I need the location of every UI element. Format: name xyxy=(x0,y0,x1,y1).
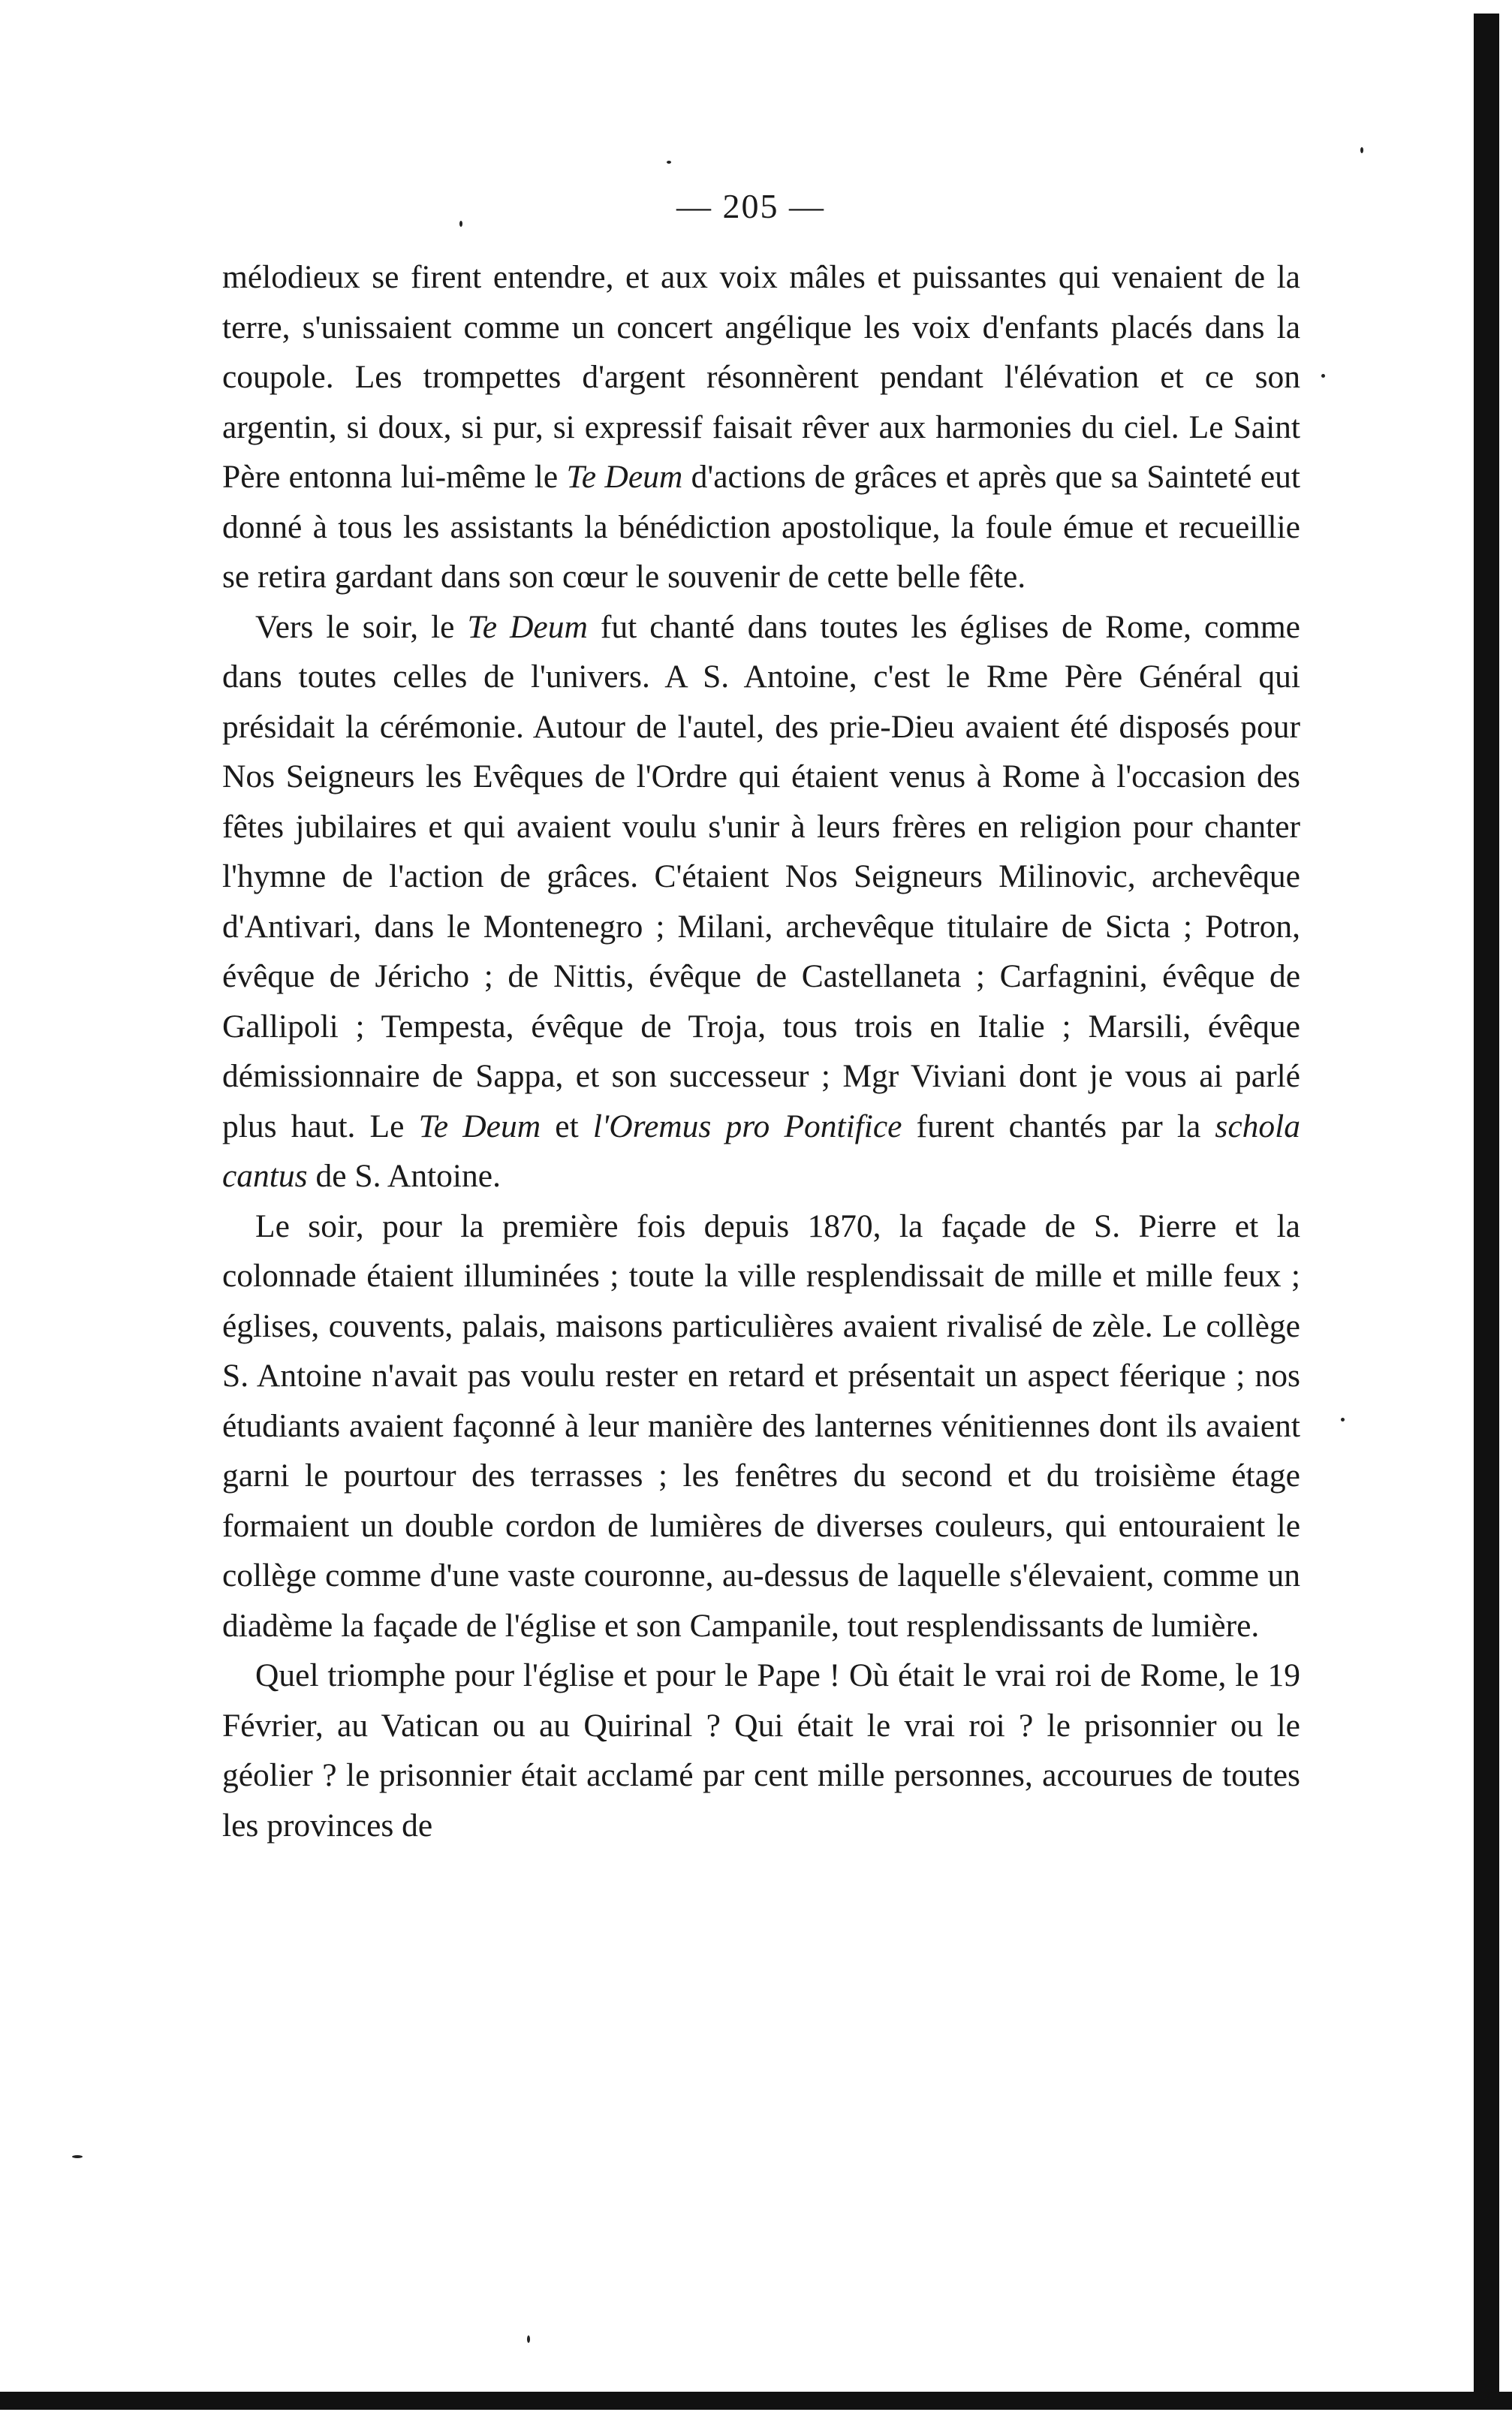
paragraph: Quel triomphe pour l'église et pour le Pape ! Où était le vrai roi de Rome, le 19 Février, au Vatican ou au Quirinal ? Qui était le vrai roi ? le prisonnier ou le géolier ? le prisonnier était acclamé par cent mille personnes, accourues de toutes les provinces de xyxy=(222,1657,1300,1844)
scan-speck xyxy=(667,161,671,164)
page-number: — 205 — xyxy=(676,187,825,225)
paragraph: Le soir, pour la première fois depuis 1870, la façade de S. Pierre et la colonnade étaient illuminées ; toute la ville resplendissait de mille et mille feux ; églises, couvents, palais, maisons particulières avaient rivalisé de zèle. Le collège S. Antoine n'avait pas voulu rester en retard et présentait un aspect féerique ; nos étudiants avaient façonné à leur manière des lanternes vénitiennes dont ils avaient garni le pourtour des terrasses ; les fenêtres du second et du troisième étage formaient un double cordon de lumières de diverses couleurs, qui entouraient le collège comme d'une vaste couronne, au-dessus de laquelle s'élevaient, comme un diadème la façade de l'église et son Campanile, tout resplendissants de lumière. xyxy=(222,1208,1300,1644)
scan-speck xyxy=(527,2335,530,2343)
scan-edge-bottom xyxy=(0,2392,1512,2410)
scan-speck xyxy=(1341,1418,1345,1422)
body-text xyxy=(222,252,1300,1850)
scan-speck xyxy=(1360,147,1363,153)
paragraph: Vers le soir, le Te Deum fut chanté dans toutes les églises de Rome, comme dans toutes celles de l'univers. A S. Antoine, c'est le Rme Père Général qui présidait la cérémonie. Autour de l'autel, des prie-Dieu avaient été disposés pour Nos Seigneurs les Evêques de l'Ordre qui étaient venus à Rome à l'occasion des fêtes jubilaires et qui avaient voulu s'unir à leurs frères en religion pour chanter l'hymne de l'action de grâces. C'étaient Nos Seigneurs Milinovic, archevêque d'Antivari, dans le Montenegro ; Milani, archevêque titulaire de Sicta ; Potron, évêque de Jéricho ; de Nittis, évêque de Castellaneta ; Carfagnini, évêque de Gallipoli ; Tempesta, évêque de Troja, tous trois en Italie ; Marsili, évêque démissionnaire de Sappa, et son successeur ; Mgr Viviani dont je vous ai parlé plus haut. Le Te Deum et l'Oremus pro Pontifice furent chantés par la schola cantus de S. Antoine. xyxy=(222,608,1300,1194)
scan-edge-right xyxy=(1474,14,1499,2405)
paragraph: mélodieux se firent entendre, et aux voix mâles et puissantes qui venaient de la terre, s'unissaient comme un concert angélique les voix d'enfants placés dans la coupole. Les trompettes d'argent résonnèrent pendant l'élévation et ce son argentin, si doux, si pur, si expressif faisait rêver aux harmonies du ciel. Le Saint Père entonna lui-même le Te Deum d'actions de grâces et après que sa Sainteté eut donné à tous les assistants la bénédiction apostolique, la foule émue et recueillie se retira gardant dans son cœur le souvenir de cette belle fête. xyxy=(222,259,1300,595)
scan-speck xyxy=(1321,374,1325,378)
scan-speck xyxy=(72,2155,83,2158)
scan-speck xyxy=(459,221,462,227)
